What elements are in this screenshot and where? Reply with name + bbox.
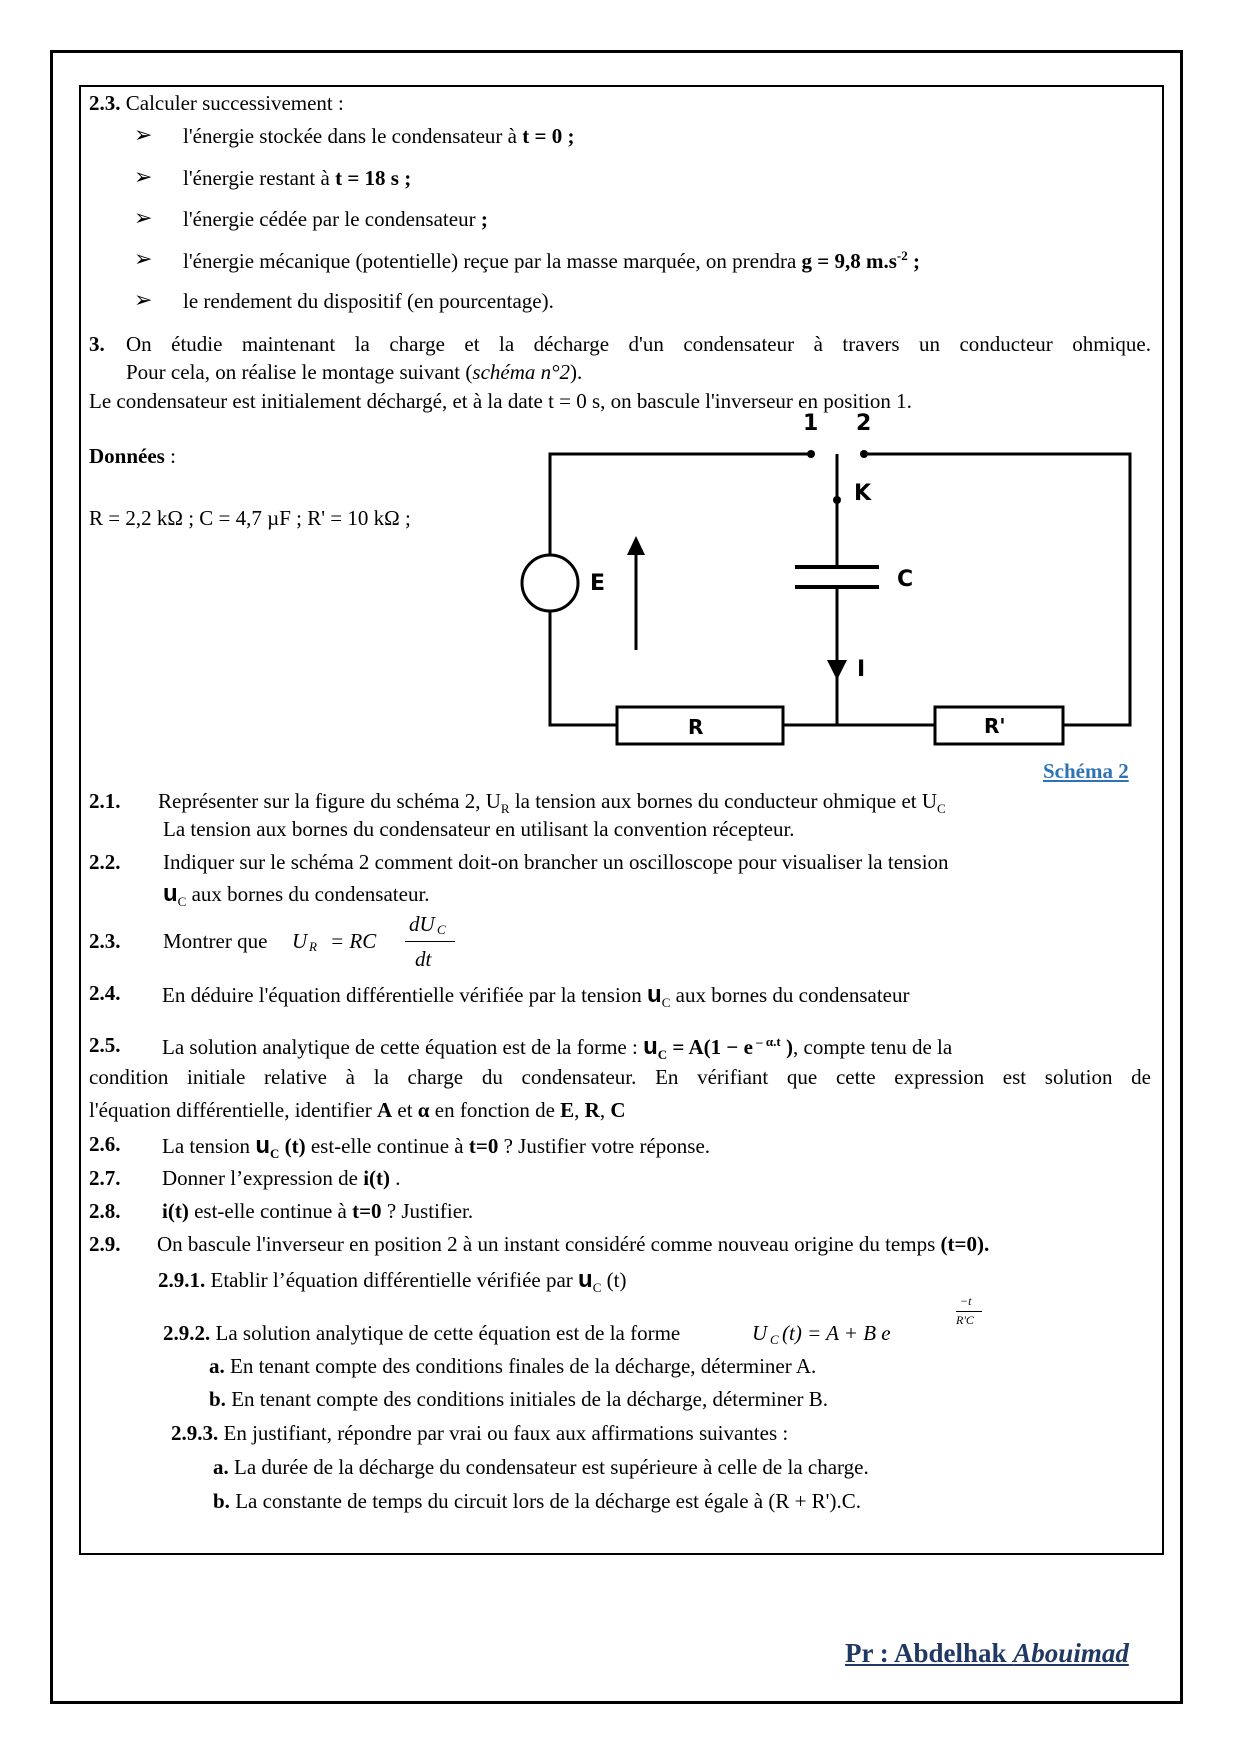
question-2-9-2: 2.9.2. La solution analytique de cette équation est de la forme bbox=[163, 1321, 681, 1345]
capacitor-label: C bbox=[897, 567, 914, 592]
question-2-5: 2.5. La solution analytique de cette équation est de la forme : $u_C = A(1 - e$ $^{- \alpha.t}$ ), compte tenu de la bbox=[89, 1033, 953, 1063]
resistor-r-label: R bbox=[688, 715, 704, 739]
bullet-arrow-icon: ➢ bbox=[134, 246, 153, 271]
question-2-6: 2.6. La tension $u_C$ (t) est-elle continue à t=0 ? Justifier votre réponse. bbox=[89, 1132, 711, 1162]
donnees-values: R = 2,2 kΩ ; C = 4,7 µF ; R' = 10 kΩ ; bbox=[89, 506, 411, 530]
s3-line2: Pour cela, on réalise le montage suivant (schéma n°2). bbox=[126, 360, 583, 384]
author-signature: Pr : Abdelhak Abouimad bbox=[845, 1638, 1129, 1668]
s23-heading: 2.3. Calculer successivement : bbox=[89, 91, 344, 115]
question-2-4: 2.4. En déduire l'équation différentielle vérifiée par la tension $u_C$ aux bornes du condensateur bbox=[89, 981, 910, 1011]
circuit-diagram bbox=[500, 400, 1150, 770]
question-2-9-3-b: b. La constante de temps du circuit lors de la décharge est égale à (R + R').C. bbox=[213, 1489, 861, 1513]
switch-pos2-label: 2 bbox=[856, 411, 872, 436]
s3-line3: Le condensateur est initialement déchargé, et à la date t = 0 s, on bascule l'inverseur en position 1. bbox=[89, 389, 912, 413]
switch-contact-1 bbox=[807, 450, 815, 458]
bullet-arrow-icon: ➢ bbox=[134, 164, 153, 189]
question-2-5-line2: condition initiale relative à la charge du condensateur. En vérifiant que cette expression est solution de bbox=[89, 1065, 1151, 1089]
wire-left bbox=[550, 454, 810, 725]
question-2-9-3: 2.9.3. En justifiant, répondre par vrai ou faux aux affirmations suivantes : bbox=[171, 1421, 789, 1445]
formula-uc-decharge: U C (t) = A + B e −t R'C bbox=[752, 1295, 982, 1355]
schema-caption-link[interactable]: Schéma 2 bbox=[1043, 759, 1129, 783]
question-2-9: 2.9. On bascule l'inverseur en position 2 à un instant considéré comme nouveau origine du temps (t=0). bbox=[89, 1232, 990, 1256]
s3-number: 3. bbox=[89, 332, 105, 356]
question-2-3: 2.3. Montrer que bbox=[89, 929, 268, 953]
switch-pos1-label: 1 bbox=[803, 411, 819, 436]
current-arrow-icon bbox=[827, 660, 847, 680]
capacitor-plate-top bbox=[795, 565, 879, 569]
question-2-2-line2: $u_C$ aux bornes du condensateur. bbox=[163, 880, 430, 910]
donnees-label: Données : bbox=[89, 444, 176, 468]
switch-pivot bbox=[833, 496, 841, 504]
current-label: I bbox=[857, 657, 866, 682]
capacitor-plate-bottom bbox=[795, 585, 879, 589]
question-2-9-2-a: a. En tenant compte des conditions finales de la décharge, déterminer A. bbox=[209, 1354, 817, 1378]
source-label: E bbox=[590, 571, 606, 596]
formula-ur: U R = RC dU C dt bbox=[292, 913, 462, 975]
switch-contact-2 bbox=[860, 450, 868, 458]
voltage-source-icon bbox=[522, 555, 578, 611]
bullet-arrow-icon: ➢ bbox=[134, 205, 153, 230]
voltage-arrow-icon bbox=[627, 536, 645, 555]
question-2-7: 2.7. Donner l’expression de i(t) . bbox=[89, 1166, 401, 1190]
question-2-9-3-a: a. La durée de la décharge du condensateur est supérieure à celle de la charge. bbox=[213, 1455, 869, 1479]
bullet-arrow-icon: ➢ bbox=[134, 122, 153, 147]
question-2-5-line3: l'équation différentielle, identifier A et α en fonction de E, R, C bbox=[89, 1098, 626, 1122]
question-2-8: 2.8. i(t) est-elle continue à t=0 ? Justifier. bbox=[89, 1199, 474, 1223]
question-2-9-1: 2.9.1. Etablir l’équation différentielle vérifiée par $u_C$ (t) bbox=[158, 1266, 627, 1296]
bullet-arrow-icon: ➢ bbox=[134, 287, 153, 312]
switch-label: K bbox=[854, 481, 872, 506]
question-2-9-2-b: b. En tenant compte des conditions initiales de la décharge, déterminer B. bbox=[209, 1387, 828, 1411]
resistor-r-prime-label: R' bbox=[984, 714, 1006, 738]
question-2-1: 2.1. Représenter sur la figure du schéma 2, $U_R$ la tension aux bornes du conducteur ohmique et $U_C$ bbox=[89, 789, 946, 817]
question-2-2: 2.2. Indiquer sur le schéma 2 comment doit-on brancher un oscilloscope pour visualiser la tension bbox=[89, 850, 949, 874]
s3-line1: On étudie maintenant la charge et la décharge d'un condensateur à travers un conducteur ohmique. bbox=[126, 332, 1151, 356]
question-2-1-line2: La tension aux bornes du condensateur en utilisant la convention récepteur. bbox=[163, 817, 795, 841]
